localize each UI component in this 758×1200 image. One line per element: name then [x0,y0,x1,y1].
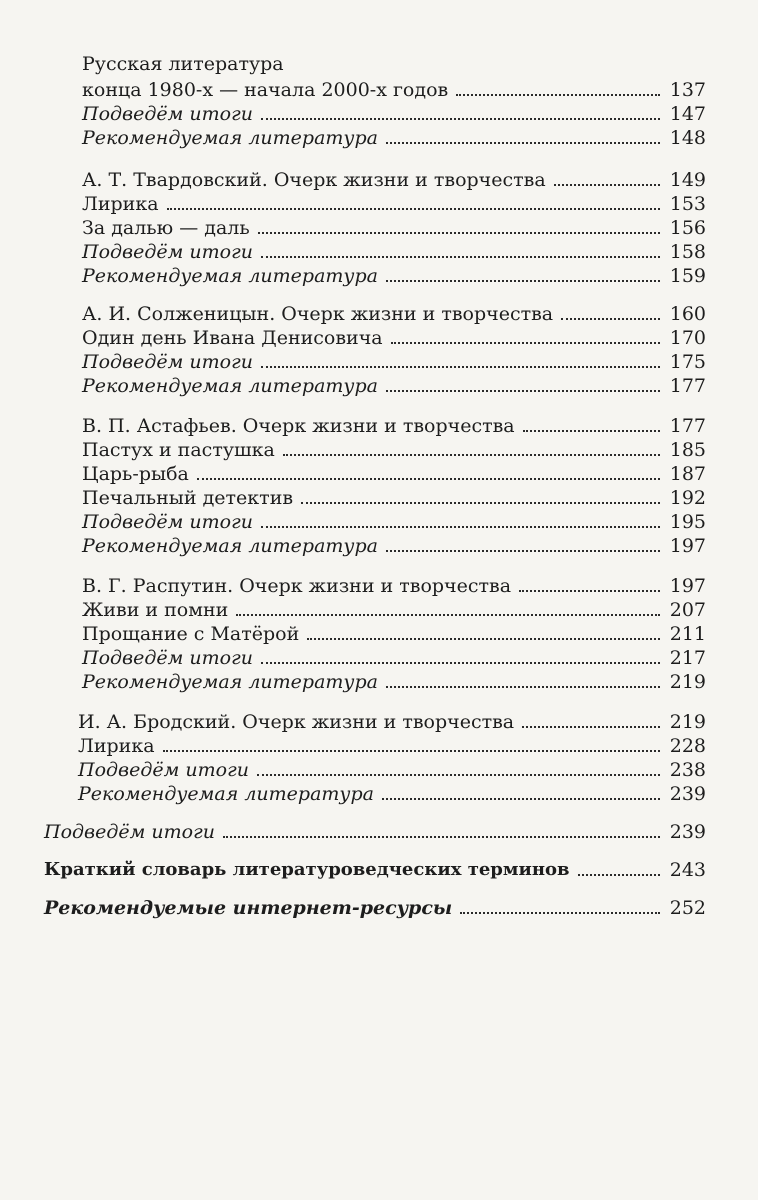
entry-page: 187 [669,463,706,485]
entry-page: 148 [669,127,706,149]
entry-title: Печальный детектив [82,487,294,509]
dot-leader [223,836,660,838]
entry-title: А. Т. Твардовский. Очерк жизни и творчества [82,169,546,191]
toc-entry [82,168,706,192]
toc-entry [82,374,706,398]
entry-page: 137 [669,79,706,101]
entry-page: 160 [669,303,706,325]
entry-page: 219 [669,671,706,693]
entry-page: 239 [669,821,706,843]
entry-page: 170 [669,327,706,349]
entry-page: 177 [669,375,706,397]
dot-leader [257,774,660,776]
toc-entry [82,240,706,264]
dot-leader [163,750,660,752]
entry-title: Подведём итоги [82,511,253,533]
entry-page: 238 [669,759,706,781]
entry-page: 243 [669,859,706,881]
entry-page: 175 [669,351,706,373]
dot-leader [386,142,660,144]
toc-entry [82,192,706,216]
toc-entry [44,820,706,844]
dot-leader [261,662,660,664]
dot-leader [283,454,660,456]
toc-entry [82,574,706,598]
entry-page: 153 [669,193,706,215]
toc-entry [82,534,706,558]
entry-page: 211 [669,623,706,645]
toc-entry [82,670,706,694]
entry-title: Пастух и пастушка [82,439,275,461]
toc-entry [78,758,706,782]
dot-leader [301,502,660,504]
entry-title: Лирика [78,735,155,757]
toc-entry [78,782,706,806]
dot-leader [460,912,660,914]
dot-leader [522,726,660,728]
entry-page: 159 [669,265,706,287]
toc-entry [82,598,706,622]
toc-entry [78,734,706,758]
entry-title: Прощание с Матёрой [82,623,300,645]
dot-leader [523,430,660,432]
entry-title: Подведём итоги [78,759,249,781]
entry-title: Рекомендуемая литература [82,127,378,149]
entry-page: 197 [669,575,706,597]
entry-title: Рекомендуемые интернет-ресурсы [44,897,453,919]
toc-entry [82,462,706,486]
entry-page: 228 [669,735,706,757]
toc-entry [82,78,706,102]
dot-leader [167,208,660,210]
toc-entry [78,710,706,734]
entry-page: 195 [669,511,706,533]
entry-title: Рекомендуемая литература [82,265,378,287]
entry-title: Подведём итоги [82,647,253,669]
dot-leader [578,874,660,876]
toc-entry [82,126,706,150]
toc-entry [44,858,706,882]
entry-page: 239 [669,783,706,805]
toc-entry [82,622,706,646]
toc-entry [82,302,706,326]
dot-leader [554,184,660,186]
entry-page: 185 [669,439,706,461]
toc-entry [82,414,706,438]
entry-page: 158 [669,241,706,263]
toc-entry [82,486,706,510]
dot-leader [561,318,660,320]
dot-leader [456,94,660,96]
toc-entry [82,102,706,126]
entry-title: Подведём итоги [44,821,215,843]
dot-leader [261,118,660,120]
dot-leader [386,390,660,392]
entry-title: Царь-рыба [82,463,189,485]
entry-page: 252 [669,897,706,919]
entry-title: За далью — даль [82,217,250,239]
dot-leader [236,614,660,616]
dot-leader [258,232,660,234]
toc-entry [44,896,706,920]
entry-title: Подведём итоги [82,241,253,263]
entry-title: Рекомендуемая литература [82,375,378,397]
dot-leader [391,342,660,344]
toc-entry [82,264,706,288]
entry-title: Рекомендуемая литература [82,671,378,693]
dot-leader [386,686,660,688]
entry-title: Один день Ивана Денисовича [82,327,383,349]
entry-title: И. А. Бродский. Очерк жизни и творчества [78,711,515,733]
entry-title: конца 1980-х — начала 2000-х годов [82,79,449,101]
entry-page: 192 [669,487,706,509]
entry-title: В. Г. Распутин. Очерк жизни и творчества [82,575,512,597]
section-heading: Русская литература [82,53,284,75]
toc-entry [82,438,706,462]
entry-title: Рекомендуемая литература [82,535,378,557]
entry-page: 217 [669,647,706,669]
entry-page: 219 [669,711,706,733]
toc-entry [82,510,706,534]
dot-leader [386,550,660,552]
toc-entry [82,326,706,350]
entry-title: Живи и помни [82,599,229,621]
dot-leader [197,478,660,480]
dot-leader [261,256,660,258]
dot-leader [261,526,660,528]
toc-entry [82,216,706,240]
entry-title: Лирика [82,193,159,215]
toc-entry [82,646,706,670]
dot-leader [519,590,660,592]
dot-leader [307,638,660,640]
entry-page: 147 [669,103,706,125]
entry-title: В. П. Астафьев. Очерк жизни и творчества [82,415,515,437]
dot-leader [261,366,660,368]
entry-page: 156 [669,217,706,239]
entry-title: Рекомендуемая литература [78,783,374,805]
entry-page: 149 [669,169,706,191]
entry-title: Краткий словарь литературоведческих терминов [44,859,570,880]
entry-title: Подведём итоги [82,103,253,125]
entry-title: Подведём итоги [82,351,253,373]
entry-title: А. И. Солженицын. Очерк жизни и творчества [82,303,554,325]
entry-page: 177 [669,415,706,437]
entry-page: 197 [669,535,706,557]
dot-leader [386,280,660,282]
toc-entry [82,350,706,374]
entry-page: 207 [669,599,706,621]
dot-leader [382,798,660,800]
